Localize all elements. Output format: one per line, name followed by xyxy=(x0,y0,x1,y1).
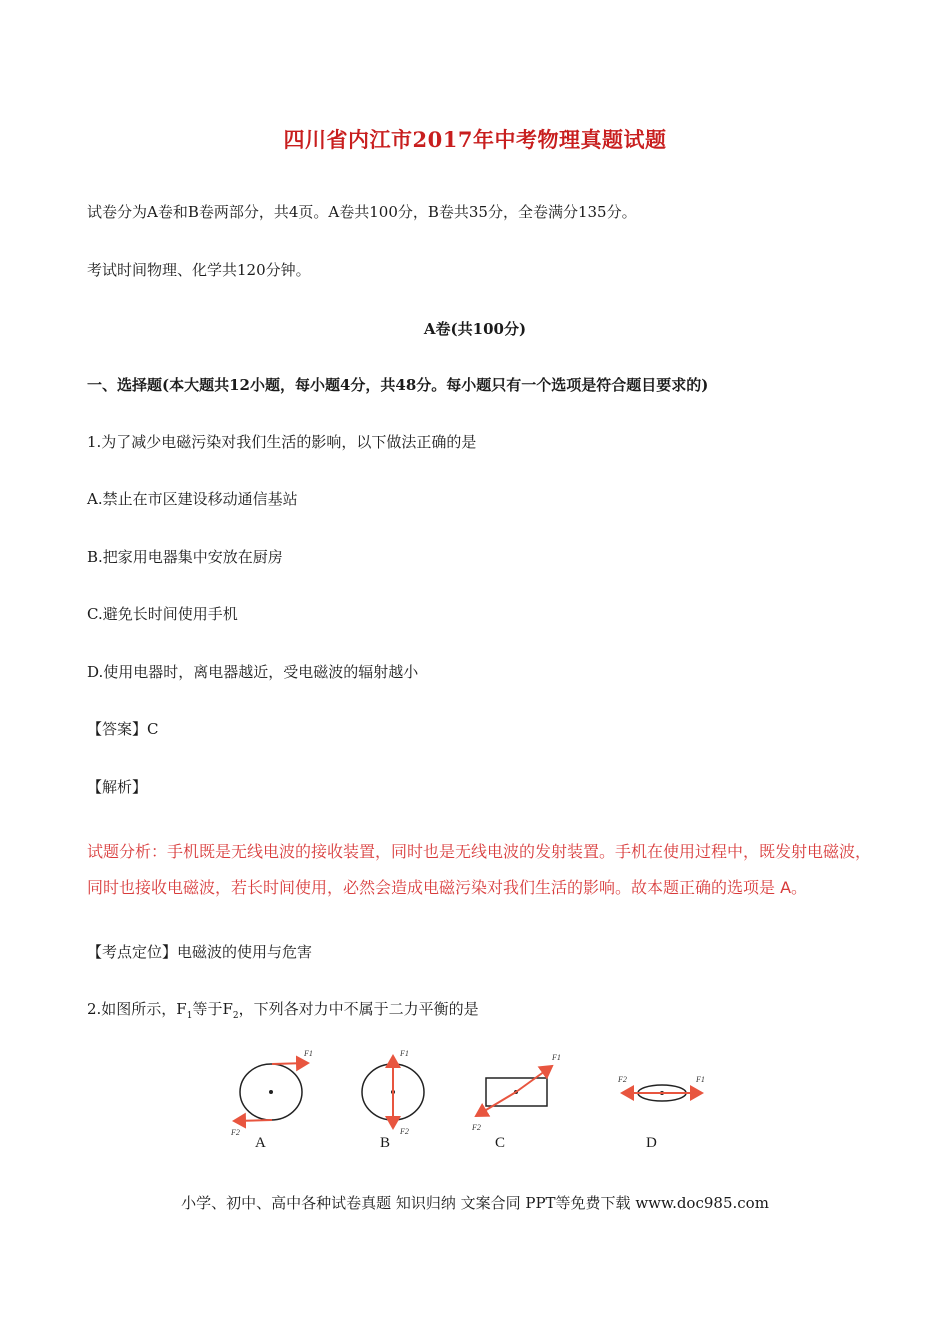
option-c: C.避免长时间使用手机 xyxy=(87,605,238,623)
svg-text:F1: F1 xyxy=(304,1049,313,1058)
part-heading: 一、选择题(本大题共12小题，每小题4分，共48分。每小题只有一个选项是符合题目要求的) xyxy=(87,376,709,394)
section-heading: A卷(共100分) xyxy=(423,320,527,338)
svg-text:A: A xyxy=(255,1135,266,1151)
option-a: A.禁止在市区建设移动通信基站 xyxy=(87,490,298,508)
key-point: 【考点定位】电磁波的使用与危害 xyxy=(87,943,313,961)
force-diagram-figure xyxy=(200,1042,740,1154)
option-d: D.使用电器时，离电器越近，受电磁波的辐射越小 xyxy=(87,663,419,681)
figure-c xyxy=(471,1053,561,1151)
answer: 【答案】C xyxy=(87,720,159,738)
page-footer: 小学、初中、高中各种试卷真题 知识归纳 文案合同 PPT等免费下载 www.doc985.com xyxy=(181,1194,769,1212)
svg-text:F1: F1 xyxy=(696,1075,705,1084)
page-title: 四川省内江市2017年中考物理真题试题 xyxy=(283,127,667,152)
intro-paragraph: 考试时间物理、化学共120分钟。 xyxy=(87,261,311,279)
option-b: B.把家用电器集中安放在厨房 xyxy=(87,548,283,566)
intro-paragraph: 试卷分为A卷和B卷两部分，共4页。A卷共100分，B卷共35分，全卷满分135分。 xyxy=(87,203,637,221)
figure-b xyxy=(362,1049,424,1151)
svg-text:F2: F2 xyxy=(472,1123,481,1132)
svg-text:B: B xyxy=(380,1135,391,1151)
svg-text:F2: F2 xyxy=(618,1075,627,1084)
svg-text:F1: F1 xyxy=(552,1053,561,1062)
svg-text:D: D xyxy=(646,1135,657,1151)
figure-a xyxy=(230,1049,313,1151)
svg-text:C: C xyxy=(495,1135,506,1151)
svg-text:F2: F2 xyxy=(231,1128,240,1137)
figure-d xyxy=(617,1075,705,1151)
svg-text:F1: F1 xyxy=(400,1049,409,1058)
analysis-label: 【解析】 xyxy=(87,778,148,796)
question-2-stem: 2.如图所示，$F_1$等于$F_2$，下列各对力中不属于二力平衡的是 xyxy=(87,1000,479,1021)
question-stem: 1.为了减少电磁污染对我们生活的影响，以下做法正确的是 xyxy=(87,433,477,451)
analysis-text: 试题分析：手机既是无线电波的接收装置，同时也是无线电波的发射装置。手机在使用过程中，既发射电磁波，同时也接收电磁波，若长时间使用，必然会造成电磁污染对我们生活的影响。故本题正确的选项是 A。 xyxy=(87,842,872,897)
svg-text:F2: F2 xyxy=(400,1127,409,1136)
